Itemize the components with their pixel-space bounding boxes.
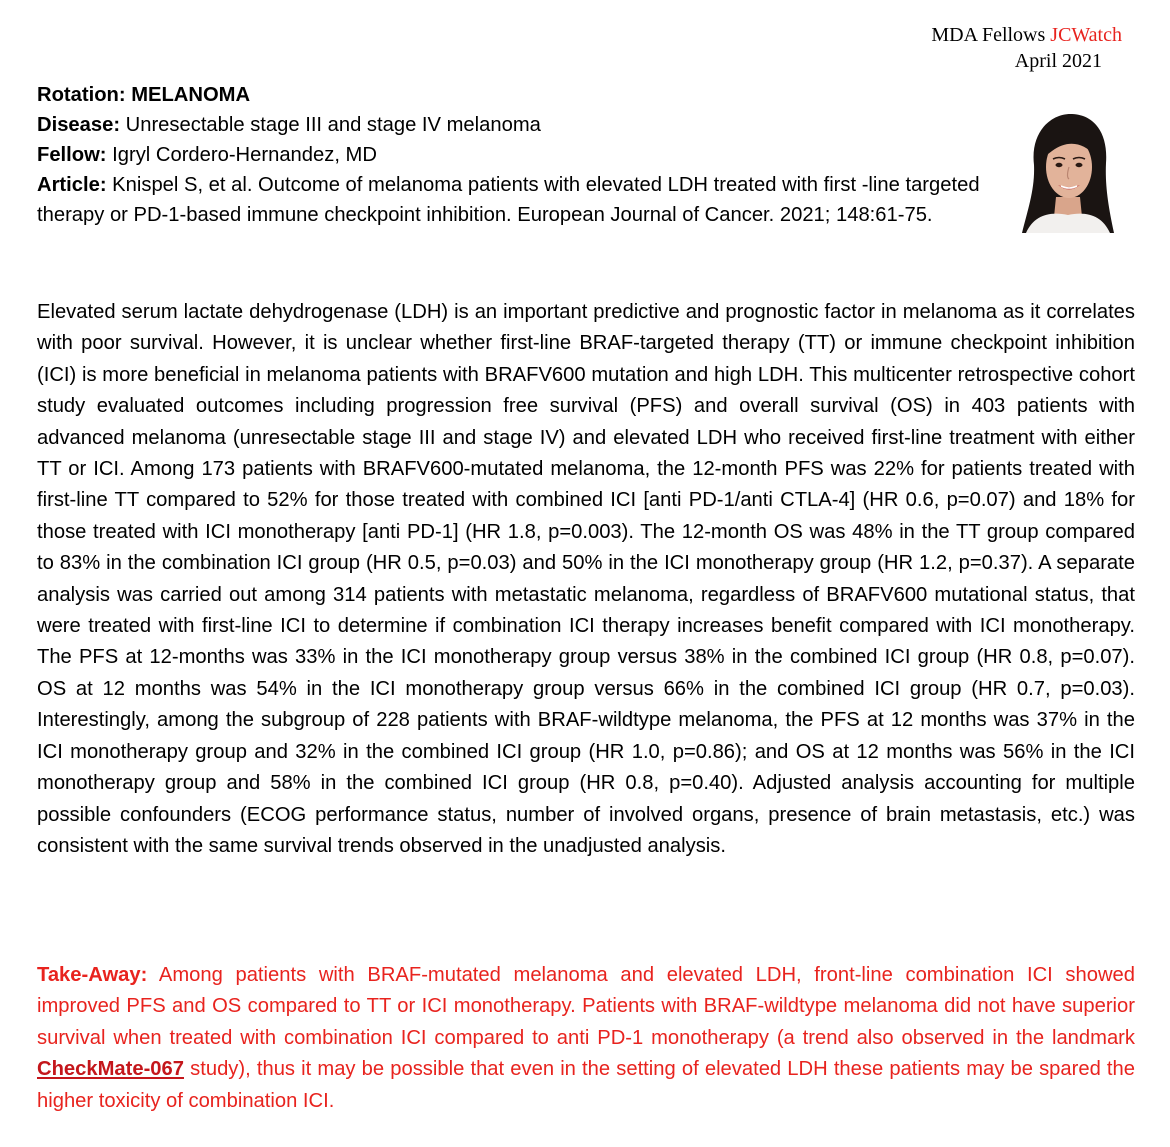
- meta-article: [37, 170, 1007, 230]
- fellow-label: Fellow:: [37, 144, 107, 166]
- page-header: [931, 22, 1122, 74]
- summary-paragraph: Elevated serum lactate dehydrogenase (LDH) is an important predictive and prognostic factor in melanoma as it correlates with poor survival. However, it is unclear whether first-line BRAF-targeted therapy (TT) or immune checkpoint inhibition (ICI) is more beneficial in melanoma patients with BRAFV600 mutation and high LDH. This multicenter retrospective cohort study evaluated outcomes including progression free survival (PFS) and overall survival (OS) in 403 patients with advanced melanoma (unresectable stage III and stage IV) and elevated LDH who received first-line treatment with either TT or ICI. Among 173 patients with BRAFV600-mutated melanoma, the 12-month PFS was 22% for patients treated with first-line TT compared to 52% for those treated with combined ICI [anti PD-1/anti CTLA-4] (HR 0.6, p=0.07) and 18% for those treated with ICI monotherapy [anti PD-1] (HR 1.8, p=0.003). The 12-month OS was 48% in the TT group compared to 83% in the combination ICI group (HR 0.5, p=0.03) and 50% in the ICI monotherapy group (HR 1.2, p=0.37). A separate analysis was carried out among 314 patients with metastatic melanoma, regardless of BRAFV600 mutational status, that were treated with first-line ICI to determine if combination ICI therapy increases benefit compared with ICI monotherapy. The PFS at 12-months was 33% in the ICI monotherapy group versus 38% in the combined ICI group (HR 0.8, p=0.07). OS at 12 months was 54% in the ICI monotherapy group versus 66% in the combined ICI group (HR 0.7, p=0.03). Interestingly, among the subgroup of 228 patients with BRAF-wildtype melanoma, the PFS at 12 months was 37% in the ICI monotherapy group and 32% in the combined ICI group (HR 1.0, p=0.86); and OS at 12 months was 56% in the ICI monotherapy group and 58% in the combined ICI group (HR 0.8, p=0.40). Adjusted analysis accounting for multiple possible confounders (ECOG performance status, number of involved organs, presence of brain metastasis, etc.) was consistent with the same survival trends observed in the unadjusted analysis.: [37, 301, 1135, 857]
- portrait-icon: [1004, 105, 1132, 233]
- rotation-label: Rotation:: [37, 84, 126, 106]
- article-meta: [37, 80, 1007, 230]
- checkmate-study-link[interactable]: CheckMate-067: [37, 1058, 184, 1081]
- header-brand: JCWatch: [1050, 24, 1122, 46]
- article-value: Knispel S, et al. Outcome of melanoma patients with elevated LDH treated with first -line targeted therapy or PD-1-based immune checkpoint inhibition. European Journal of Cancer. 2021; 148:61-75.: [37, 174, 980, 226]
- takeaway-label: Take-Away:: [37, 964, 148, 986]
- header-org: MDA Fellows: [931, 24, 1046, 46]
- disease-label: Disease:: [37, 114, 121, 136]
- article-label: Article:: [37, 174, 107, 196]
- meta-rotation: [37, 80, 1007, 110]
- fellow-value: Igryl Cordero-Hernandez, MD: [112, 144, 377, 166]
- header-title-line: [931, 22, 1122, 48]
- disease-value: Unresectable stage III and stage IV melanoma: [125, 114, 541, 136]
- header-date: April 2021: [1014, 50, 1102, 72]
- meta-fellow: [37, 140, 1007, 170]
- takeaway-text-before: Among patients with BRAF-mutated melanoma and elevated LDH, front-line combination ICI showed improved PFS and OS compared to TT or ICI monotherapy. Patients with BRAF-wildtype melanoma did not have superior survival when treated with combination ICI compared to anti PD-1 monotherapy (a trend also observed in the landmark: [37, 964, 1135, 1049]
- fellow-portrait-photo: [1004, 105, 1132, 233]
- takeaway-text-after: study), thus it may be possible that even in the setting of elevated LDH these patients may be spared the higher toxicity of combination ICI.: [37, 1058, 1135, 1112]
- takeaway-paragraph: [37, 960, 1135, 1117]
- meta-disease: [37, 110, 1007, 140]
- rotation-value: MELANOMA: [131, 84, 251, 106]
